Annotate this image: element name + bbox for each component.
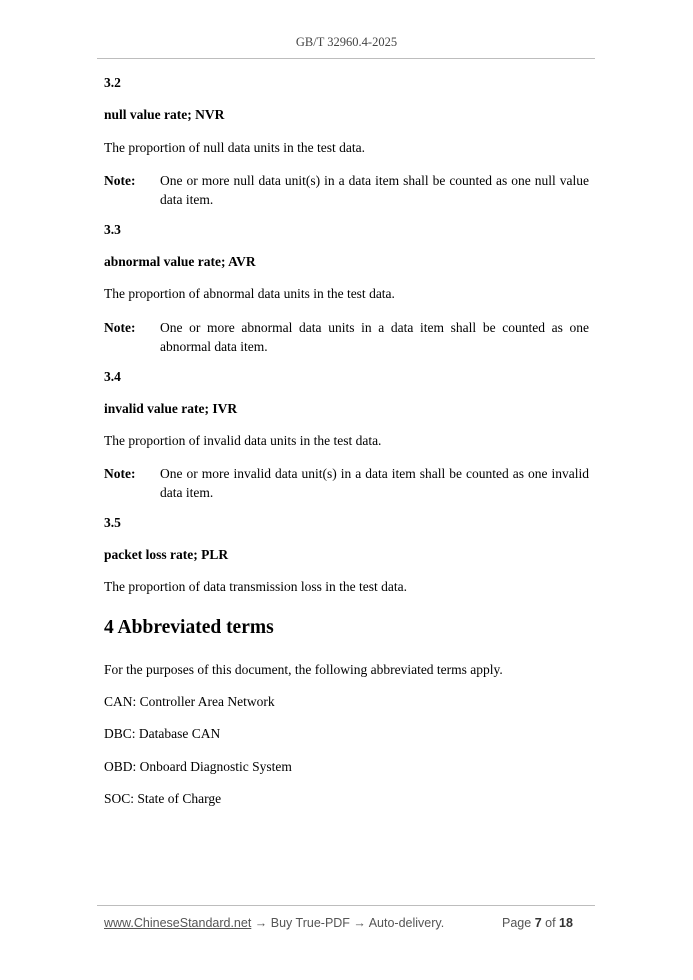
page-label: Page [502, 916, 532, 930]
page-current: 7 [534, 916, 542, 930]
footer-divider [97, 905, 595, 906]
running-header: GB/T 32960.4-2025 [295, 35, 398, 49]
website-link[interactable]: www.ChineseStandard.net [104, 916, 252, 930]
footer-promo [104, 916, 444, 930]
note-nvr [104, 171, 589, 209]
abbrev-item-soc: SOC: State of Charge [104, 791, 222, 806]
term-avr: abnormal value rate; AVR [104, 254, 256, 269]
note-label: Note: [104, 320, 136, 335]
section-heading-abbreviated-terms: 4 Abbreviated terms [104, 617, 274, 638]
page-total: 18 [559, 916, 573, 930]
abbrev-item-obd: OBD: Onboard Diagnostic System [104, 759, 292, 774]
page-indicator [502, 916, 573, 930]
clause-number-3-2: 3.2 [104, 75, 121, 90]
note-text: One or more invalid data unit(s) in a data item shall be counted as one invalid data item. [160, 466, 589, 500]
abbrev-intro: For the purposes of this document, the following abbreviated terms apply. [104, 662, 503, 677]
definition-ivr: The proportion of invalid data units in the test data. [104, 433, 382, 448]
note-label: Note: [104, 466, 136, 481]
note-text: One or more abnormal data units in a data item shall be counted as one abnormal data item. [160, 320, 589, 354]
abbrev-item-can: CAN: Controller Area Network [104, 694, 275, 709]
promo-text: → Buy True-PDF → Auto-delivery. [251, 916, 445, 930]
note-text: One or more null data unit(s) in a data item shall be counted as one null value data item. [160, 173, 589, 207]
note-ivr [104, 464, 589, 502]
of-label: of [545, 916, 556, 930]
term-nvr: null value rate; NVR [104, 107, 225, 122]
clause-number-3-4: 3.4 [104, 369, 121, 384]
note-avr [104, 318, 589, 356]
definition-nvr: The proportion of null data units in the test data. [104, 140, 365, 155]
term-plr: packet loss rate; PLR [104, 547, 229, 562]
note-label: Note: [104, 173, 136, 188]
definition-avr: The proportion of abnormal data units in the test data. [104, 286, 395, 301]
abbrev-item-dbc: DBC: Database CAN [104, 726, 221, 741]
header-divider [97, 58, 595, 59]
term-ivr: invalid value rate; IVR [104, 401, 238, 416]
clause-number-3-3: 3.3 [104, 222, 121, 237]
definition-plr: The proportion of data transmission loss in the test data. [104, 579, 407, 594]
clause-number-3-5: 3.5 [104, 515, 121, 530]
